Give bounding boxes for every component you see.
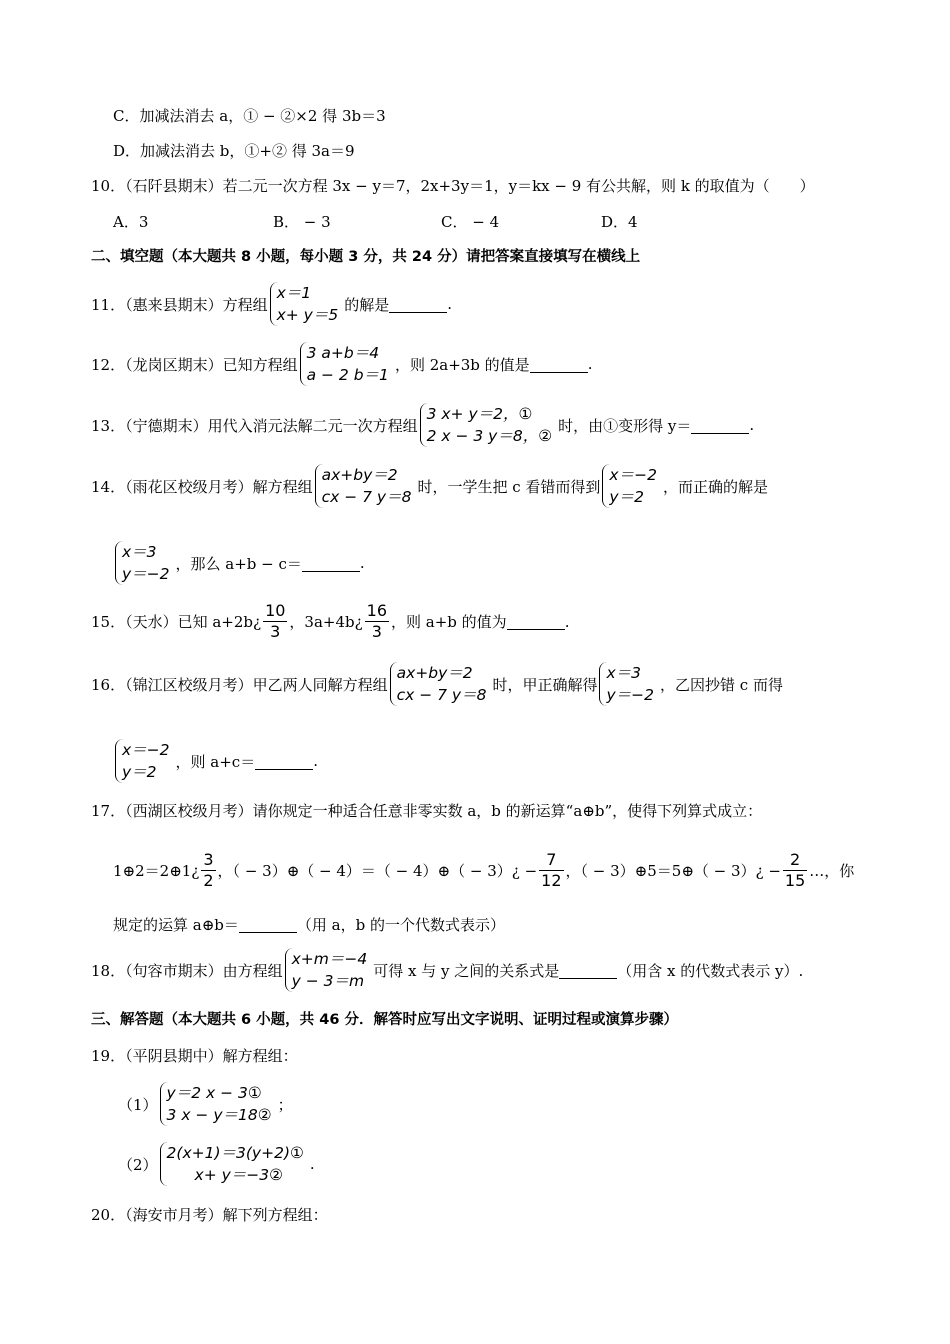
q18-prefix: 18．（句容市期末）由方程组 [91,961,283,980]
q17-rule-prefix: 规定的运算 a⊕b＝ [113,916,239,934]
q11-prefix: 11．（惠来县期末）方程组 [91,295,268,314]
q11-end: . [447,295,453,313]
q15-frac2-num: 16 [366,601,388,620]
q17-f2-num: 7 [539,850,563,871]
q14-system [315,464,416,508]
q17-part-b: ，（ − 3）⊕（ − 4）＝（ − 4）⊕（ − 3）¿ − [217,862,538,880]
q14-tail: ，那么 a+b − c＝ [175,554,302,573]
q11 [91,282,452,326]
q14 [91,464,768,508]
q19-part1-end: ； [277,1095,293,1114]
q17-part-d: …，你 [809,862,855,880]
q11-answer-blank[interactable] [389,296,447,313]
q19-part1-label: （1） [118,1095,158,1114]
q18-eq2: y − 3＝m [291,972,365,990]
q15-end: . [564,612,570,631]
q19-part2-label: （2） [118,1155,158,1174]
q17-f2-den: 12 [541,871,562,890]
q17-part-a: 1⊕2＝2⊕1¿ [113,862,200,880]
q13 [91,403,754,447]
q16-wrong-x: x＝−2 [122,741,170,759]
q16-right-y: y＝−2 [606,686,654,704]
q13-system [420,403,557,447]
q16-answer-blank[interactable] [255,753,313,770]
q18-suffix: 可得 x 与 y 之间的关系式是 [373,961,560,980]
q17-f1-den: 2 [203,871,214,890]
q11-eq2: x+ y＝5 [276,306,339,324]
q16-right-solution [599,662,658,706]
q17-f3-den: 15 [784,871,806,890]
q17-line3 [113,914,505,935]
q14-suffix: ，而正确的解是 [662,477,768,496]
q14-eq1: ax+by＝2 [321,466,398,484]
q12-end: . [587,355,593,373]
q20-stem: 20．（海安市月考）解下列方程组： [91,1206,328,1224]
q17-fraction-2 [539,850,563,891]
q17-f3-num: 2 [783,850,807,871]
q15-prefix: 15．（天水）已知 a+2b¿ [91,613,262,631]
q13-eq2: 2 x − 3 y＝8，② [426,427,553,445]
q19-part1-eq1: y＝2 x − 3① [166,1084,262,1102]
q19-part2-eq2: x+ y＝−3② [194,1166,284,1184]
q16-wrong-y: y＝2 [122,763,157,781]
q13-prefix: 13．（宁德期末）用代入消元法解二元一次方程组 [91,416,418,435]
q14-wrong-y: y＝2 [609,488,644,506]
q12-answer-blank[interactable] [530,356,588,373]
q15 [91,601,569,642]
q19-stem: 19．（平阴县期中）解方程组： [91,1047,298,1065]
q12-prefix: 12．（龙岗区期末）已知方程组 [91,355,298,374]
q18-answer-blank[interactable] [559,962,617,979]
q12-system [300,342,393,386]
q14-end: . [359,554,365,572]
q17-fraction-3 [783,850,807,891]
section-2-heading: 二、填空题（本大题共 8 小题，每小题 3 分，共 24 分）请把答案直接填写在横线上 [91,249,641,265]
q15-answer-blank[interactable] [507,613,565,630]
q16 [91,662,783,706]
q18-eq1: x+m＝−4 [291,950,368,968]
q14-answer-blank[interactable] [302,555,360,572]
q19-part2-system [160,1142,308,1186]
q15-mid: ，3a+4b¿ [289,613,363,631]
q17-f1-num: 3 [203,850,214,869]
q14-wrong-x: x＝−2 [609,466,657,484]
q9-option-d: D．加减法消去 b，①+② 得 3a＝9 [113,142,355,160]
q19-part1 [118,1082,293,1126]
q10-option-c: C． − 4 [441,213,500,231]
q17-stem: 17．（西湖区校级月考）请你规定一种适合任意非零实数 a，b 的新运算“a⊕b”，使得下列算式成立： [91,802,763,820]
section-3-heading: 三、解答题（本大题共 6 小题，共 46 分．解答时应写出文字说明、证明过程或演算步骤） [91,1012,678,1028]
q14-right-solution [115,541,174,585]
q11-suffix: 的解是 [344,295,390,314]
q10-option-d: D．4 [601,213,638,231]
q11-eq1: x＝1 [276,284,312,302]
q13-eq1: 3 x+ y＝2，① [426,405,533,423]
q16-end: . [313,752,318,770]
q19-part1-eq2: 3 x − y＝18② [166,1106,272,1124]
q14-eq2: cx − 7 y＝8 [321,488,412,506]
q14-right-x: x＝3 [122,543,157,561]
q15-fraction-1 [263,601,287,642]
q12-eq2: a − 2 b＝1 [306,366,389,384]
q15-frac1-den: 3 [270,622,281,641]
q10-option-b: B． − 3 [273,213,331,231]
q16-line2 [113,739,318,783]
q17-line2 [113,850,854,891]
q18-tail: （用含 x 的代数式表示 y）. [617,961,804,980]
q12-eq1: 3 a+b＝4 [306,344,380,362]
q14-mid: 时，一学生把 c 看错而得到 [417,477,601,496]
q18 [91,948,803,992]
q17-fraction-1 [201,850,215,891]
q9-option-c: C．加减法消去 a，① − ②×2 得 3b＝3 [113,107,386,125]
q16-suffix: ，乙因抄错 c 而得 [660,675,783,694]
q17-answer-blank[interactable] [239,916,297,933]
q15-frac1-num: 10 [265,601,286,620]
q16-mid: 时，甲正确解得 [492,675,598,694]
q14-prefix: 14．（雨花区校级月考）解方程组 [91,477,313,496]
q15-suffix: ，则 a+b 的值为 [391,613,507,631]
q16-right-x: x＝3 [606,664,642,682]
q12-suffix: ，则 2a+3b 的值是 [394,355,530,374]
q16-eq1: ax+by＝2 [396,664,473,682]
q18-system [285,948,372,992]
q16-system [390,662,491,706]
q16-tail: ，则 a+c＝ [175,752,256,771]
q19-part2 [118,1142,315,1186]
q16-eq2: cx − 7 y＝8 [396,686,487,704]
q13-end: . [749,416,755,434]
q12 [91,342,592,386]
q14-line2 [113,541,365,585]
q10-stem: 10．（石阡县期末）若二元一次方程 3x − y＝7，2x+3y＝1，y＝kx − 9 有公共解，则 k 的取值为（ ） [91,177,815,195]
q15-fraction-2 [365,601,389,642]
q10-option-a: A．3 [113,213,149,231]
q17-rule-suffix: （用 a，b 的一个代数式表示） [296,916,505,934]
q16-prefix: 16．（锦江区校级月考）甲乙两人同解方程组 [91,675,388,694]
q17-part-c: ，（ − 3）⊕5＝5⊕（ − 3）¿ − [565,862,781,880]
q13-answer-blank[interactable] [691,417,749,434]
q19-part2-eq1: 2(x+1)＝3(y+2)① [166,1144,304,1162]
q14-right-y: y＝−2 [122,565,170,583]
q14-wrong-solution [602,464,661,508]
q16-wrong-solution [115,739,174,783]
q13-suffix: 时，由①变形得 y＝ [558,416,692,435]
q11-system [270,282,343,326]
q19-part2-end: . [309,1155,315,1173]
q19-part1-system [160,1082,276,1126]
q15-frac2-den: 3 [371,622,382,641]
